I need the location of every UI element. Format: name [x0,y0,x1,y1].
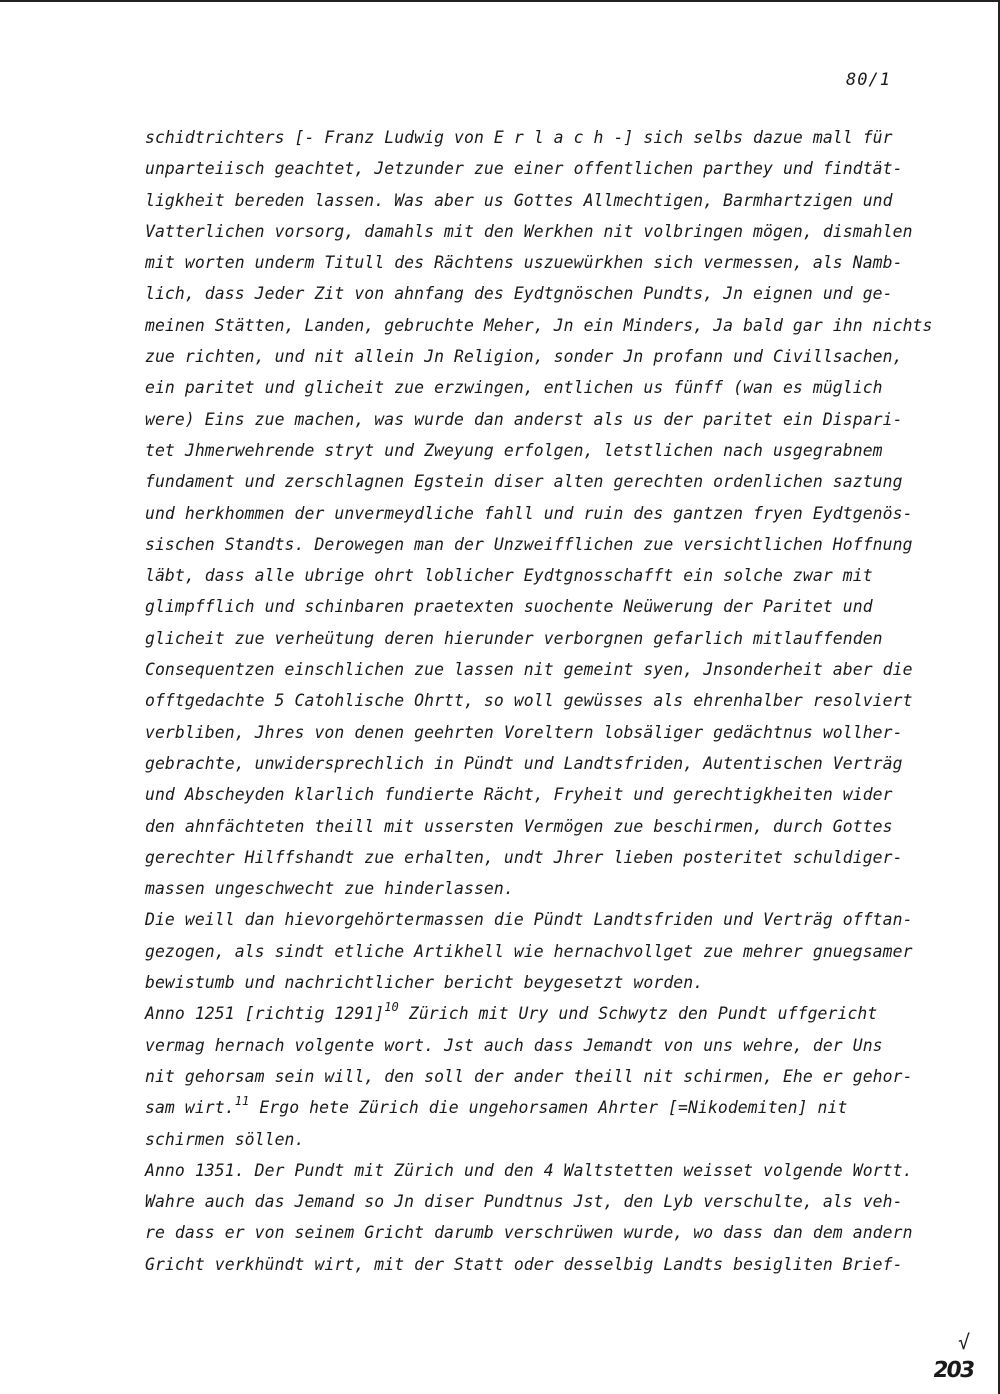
text-line: fundament und zerschlagnen Egstein diser alten gerechten ordenlichen saztung [145,472,903,492]
text-line: gezogen, als sindt etliche Artikhell wie hernachvollget zue mehrer gnuegsamer [145,941,913,961]
text-line: Wahre auch das Jemand so Jn diser Pundtnus Jst, den Lyb verschulte, als veh- [145,1192,903,1212]
page-border-top [0,0,1000,2]
text-line: Gricht verkhündt wirt, mit der Statt oder desselbig Landts besigliten Brief- [145,1254,903,1274]
text-line: schidtrichters [- Franz Ludwig von E r l a c h -] sich selbs dazue mall für [145,128,893,147]
text-line: verbliben, Jhres von denen geehrten Voreltern lobsäliger gedächtnus wollher- [145,722,903,742]
text-line: were) Eins zue machen, was wurde dan anderst als us der paritet ein Dispari- [145,409,903,429]
text-line: Die weill dan hievorgehörtermassen die Pündt Landtsfriden und Verträg offtan- [145,910,913,930]
text-line: massen ungeschwecht zue hinderlassen. [145,879,514,899]
document-body [145,122,935,1280]
text-line: bewistumb und nachrichtlicher bericht beygesetzt worden. [145,973,704,993]
text-line: den ahnfächteten theill mit ussersten Vermögen zue beschirmen, durch Gottes [145,816,893,836]
text-line: vermag hernach volgente wort. Jst auch dass Jemandt von uns wehre, der Uns [145,1035,883,1055]
text-line: zue richten, und nit allein Jn Religion, sonder Jn profann und Civillsachen, [145,347,903,367]
text-line: lich, dass Jeder Zit von ahnfang des Eydtgnöschen Pundts, Jn eignen und ge- [145,284,893,304]
text-line-segment: Anno 1251 [richtig 1291] [145,1004,385,1024]
text-line: und herkhommen der unvermeydliche fahll und ruin des gantzen fryen Eydtgenös- [145,503,913,523]
text-line: glimpfflich und schinbaren praetexten suochente Neüwerung der Paritet und [145,597,873,617]
text-line-segment: sam wirt. [145,1098,235,1118]
text-line-segment: Ergo hete Zürich die ungehorsamen Ahrter [=Nikodemiten] nit [249,1098,848,1118]
page-stamp-number: 203 [931,1358,975,1383]
handwritten-checkmark: √ [958,1330,971,1354]
text-line: läbt, dass alle ubrige ohrt loblicher Eydtgnosschafft ein solche zwar mit [145,566,873,586]
text-line: glicheit zue verheütung deren hierunder verborgnen gefarlich mitlauffenden [145,628,883,648]
text-line: re dass er von seinem Gricht darumb verschrüwen wurde, wo dass dan dem andern [145,1223,913,1243]
text-line: Consequentzen einschlichen zue lassen nit gemeint syen, Jnsonderheit aber die [145,660,913,680]
text-line: Anno 1351. Der Pundt mit Zürich und den 4 Waltstetten weisset volgende Wortt. [145,1160,913,1180]
text-line: unparteiisch geachtet, Jetzunder zue einer offentlichen parthey und findtät- [145,159,903,179]
text-line: schirmen söllen. [145,1129,305,1149]
text-line: offtgedachte 5 Catohlische Ohrtt, so woll gewüsses als ehrenhalber resolviert [145,691,913,711]
text-line: sischen Standts. Derowegen man der Unzweifflichen zue versichtlichen Hoffnung [145,534,913,554]
footnote-marker: 10 [384,999,399,1014]
text-line: mit worten underm Titull des Rächtens uszuewürkhen sich vermessen, als Namb- [145,253,903,273]
page-number: 80/1 [846,70,891,90]
footnote-marker: 11 [234,1093,250,1108]
text-line: ligkheit bereden lassen. Was aber us Gottes Allmechtigen, Barmhartzigen und [145,190,893,210]
text-line: tet Jhmerwehrende stryt und Zweyung erfolgen, letstlichen nach usgegrabnem [145,440,883,460]
text-line: gerechter Hilffshandt zue erhalten, undt Jhrer lieben posteritet schuldiger- [145,847,903,867]
text-line: nit gehorsam sein will, den soll der ander theill nit schirmen, Ehe er gehor- [145,1066,913,1086]
text-line: ein paritet und glicheit zue erzwingen, entlichen us fünff (wan es müglich [145,378,883,398]
text-line: meinen Stätten, Landen, gebruchte Meher, Jn ein Minders, Ja bald gar ihn nichts [145,315,933,335]
text-line: Vatterlichen vorsorg, damahls mit den Werkhen nit volbringen mögen, dismahlen [145,221,913,241]
text-line [145,1092,935,1123]
text-line-segment: Zürich mit Ury und Schwytz den Pundt uffgericht [398,1004,878,1024]
text-line: und Abscheyden klarlich fundierte Rächt, Fryheit und gerechtigkheiten wider [145,785,893,805]
text-line [145,998,935,1029]
text-line: gebrachte, unwidersprechlich in Pündt und Landtsfriden, Autentischen Verträg [145,753,903,773]
